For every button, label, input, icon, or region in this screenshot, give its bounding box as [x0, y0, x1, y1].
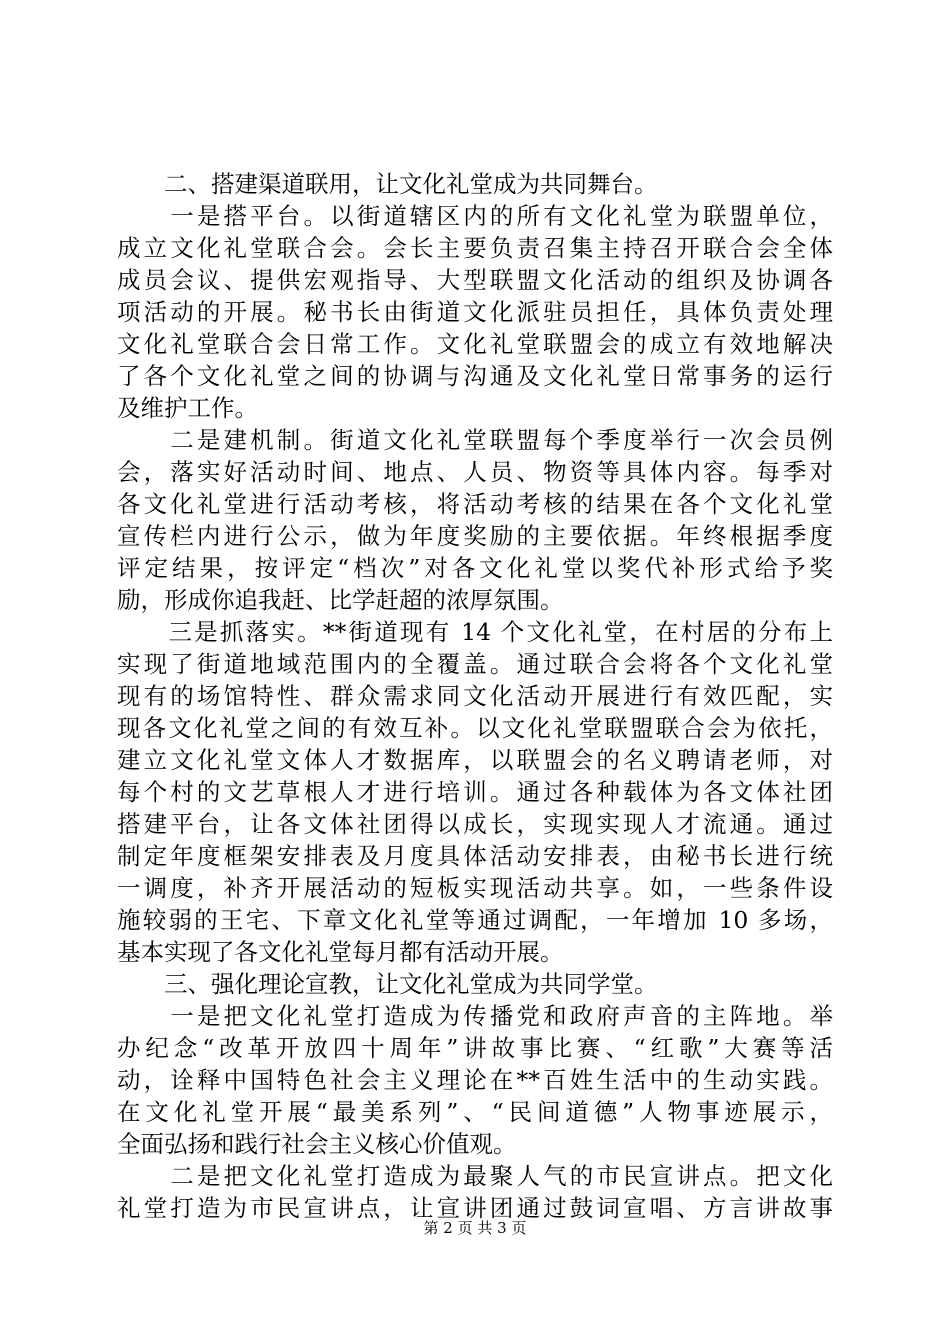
text-line: 基本实现了各文化礼堂每月都有活动开展。 [117, 938, 564, 966]
text-line: 成员会议、提供宏观指导、大型联盟文化活动的组织及协调各 [117, 266, 833, 294]
text-line: 制定年度框架安排表及月度具体活动安排表，由秘书长进行统 [117, 842, 833, 870]
text-line: 施较弱的王宅、下章文化礼堂等通过调配，一年增加 10 多场， [117, 906, 833, 934]
text-line: 现有的场馆特性、群众需求同文化活动开展进行有效匹配，实 [117, 682, 833, 710]
text-line: 在文化礼堂开展“最美系列”、“民间道德”人物事迹展示， [117, 1098, 833, 1126]
text-line: 全面弘扬和践行社会主义核心价值观。 [117, 1130, 517, 1158]
text-line: 成立文化礼堂联合会。会长主要负责召集主持召开联合会全体 [117, 234, 833, 262]
text-line: 二、搭建渠道联用，让文化礼堂成为共同舞台。 [117, 170, 658, 198]
text-line: 礼堂打造为市民宣讲点，让宣讲团通过鼓词宣唱、方言讲故事 [117, 1194, 833, 1222]
text-line: 各文化礼堂进行活动考核，将活动考核的结果在各个文化礼堂 [117, 490, 833, 518]
text-line: 动，诠释中国特色社会主义理论在**百姓生活中的生动实践。 [117, 1066, 833, 1094]
text-line: 一是把文化礼堂打造成为传播党和政府声音的主阵地。举 [117, 1002, 833, 1030]
text-line: 二是把文化礼堂打造成为最聚人气的市民宣讲点。把文化 [117, 1162, 833, 1190]
text-line: 及维护工作。 [117, 394, 258, 422]
page-footer: 第 2 页 共 3 页 [423, 1219, 527, 1237]
text-line: 每个村的文艺草根人才进行培训。通过各种载体为各文体社团 [117, 778, 833, 806]
text-line: 宣传栏内进行公示，做为年度奖励的主要依据。年终根据季度 [117, 522, 833, 550]
text-line: 现各文化礼堂之间的有效互补。以文化礼堂联盟联合会为依托， [117, 714, 833, 742]
text-line: 三、强化理论宣教，让文化礼堂成为共同学堂。 [117, 970, 658, 998]
document-body [117, 168, 833, 1224]
text-line: 实现了街道地域范围内的全覆盖。通过联合会将各个文化礼堂 [117, 650, 833, 678]
text-line: 励，形成你追我赶、比学赶超的浓厚氛围。 [117, 586, 564, 614]
text-line: 会，落实好活动时间、地点、人员、物资等具体内容。每季对 [117, 458, 833, 486]
text-line: 了各个文化礼堂之间的协调与沟通及文化礼堂日常事务的运行 [117, 362, 833, 390]
text-line: 项活动的开展。秘书长由街道文化派驻员担任，具体负责处理 [117, 298, 833, 326]
text-line: 一调度，补齐开展活动的短板实现活动共享。如，一些条件设 [117, 874, 833, 902]
text-line: 搭建平台，让各文体社团得以成长，实现实现人才流通。通过 [117, 810, 833, 838]
text-line: 办纪念“改革开放四十周年”讲故事比赛、“红歌”大赛等活 [117, 1034, 833, 1062]
text-line: 一是搭平台。以街道辖区内的所有文化礼堂为联盟单位， [117, 202, 833, 230]
text-line: 文化礼堂联合会日常工作。文化礼堂联盟会的成立有效地解决 [117, 330, 833, 358]
text-line: 二是建机制。街道文化礼堂联盟每个季度举行一次会员例 [117, 426, 833, 454]
text-line: 建立文化礼堂文体人才数据库，以联盟会的名义聘请老师，对 [117, 746, 833, 774]
text-line: 三是抓落实。**街道现有 14 个文化礼堂，在村居的分布上 [117, 618, 833, 646]
text-line: 评定结果，按评定“档次”对各文化礼堂以奖代补形式给予奖 [117, 554, 833, 582]
